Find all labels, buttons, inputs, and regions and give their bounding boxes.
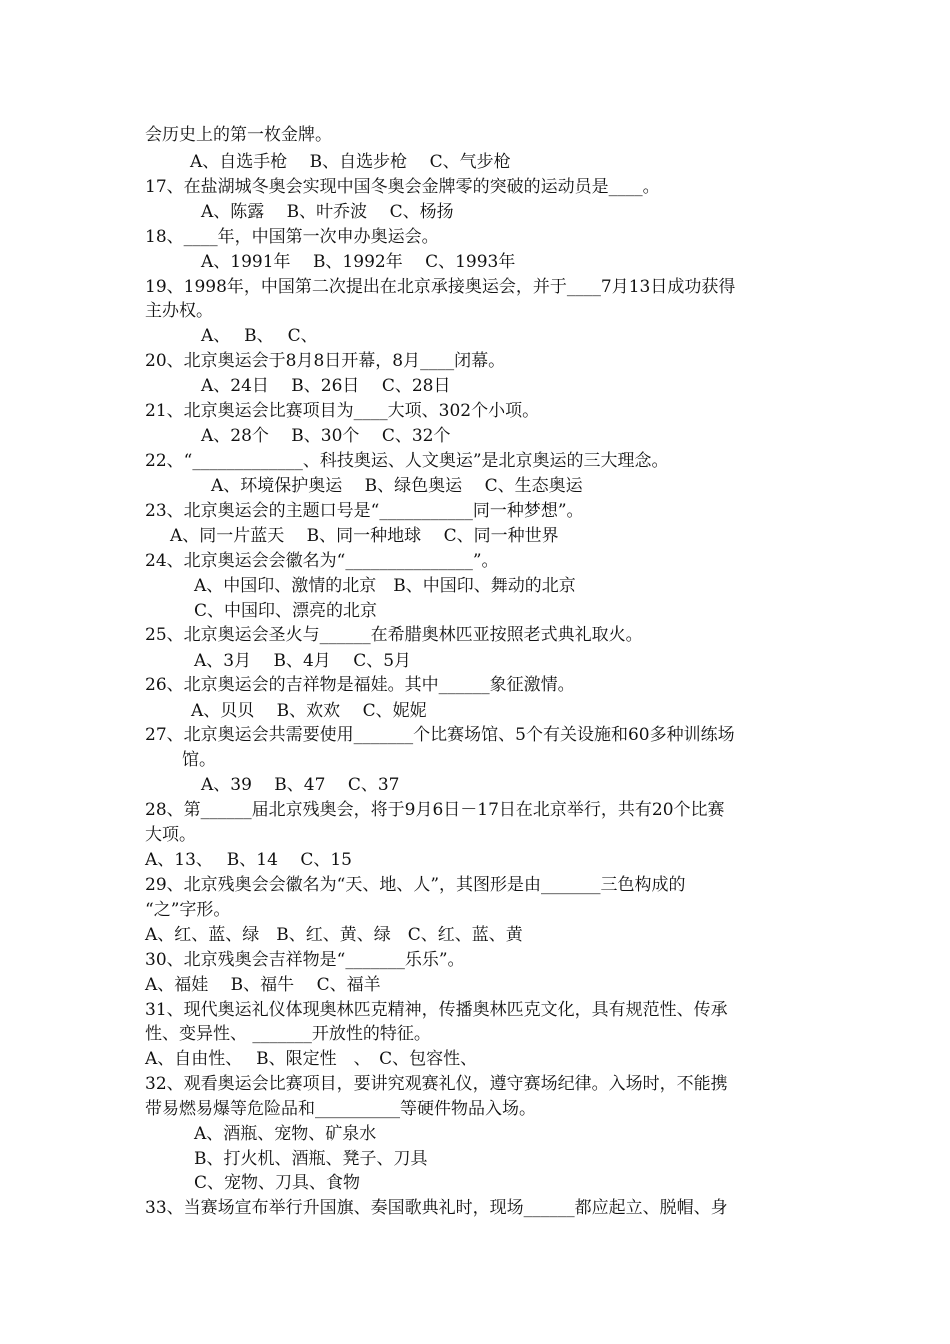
- question-18: 18、____年，中国第一次申办奥运会。: [145, 227, 439, 247]
- answer-options: A、1991年 B、1992年 C、1993年: [201, 252, 516, 272]
- question-29: 29、北京残奥会会徽名为“天、地、人”，其图形是由_______三色构成的: [145, 875, 686, 895]
- answer-options: A、24日 B、26日 C、28日: [201, 376, 451, 396]
- question-24: 24、北京奥运会会徽名为“_______________”。: [145, 551, 499, 571]
- question-22: 22、“_____________、科技奥运、人文奥运”是北京奥运的三大理念。: [145, 451, 669, 471]
- answer-options: A、3月 B、4月 C、5月: [194, 651, 412, 671]
- answer-options: C、宠物、刀具、食物: [194, 1173, 361, 1193]
- question-19: 19、1998年，中国第二次提出在北京承接奥运会，并于____7月13日成功获得: [145, 277, 736, 297]
- answer-options: A、 B、 C、: [201, 326, 318, 346]
- question-25: 25、北京奥运会圣火与______在希腊奥林匹亚按照老式典礼取火。: [145, 625, 643, 645]
- question-19-cont: 主办权。: [145, 301, 213, 321]
- answer-options: A、同一片蓝天 B、同一种地球 C、同一种世界: [170, 526, 559, 546]
- question-32: 32、观看奥运会比赛项目，要讲究观赛礼仪，遵守赛场纪律。入场时，不能携: [145, 1074, 728, 1094]
- question-29-cont: “之”字形。: [145, 900, 231, 920]
- text-line: 会历史上的第一枚金牌。: [145, 125, 332, 145]
- question-31-cont: 性、变异性、 _______开放性的特征。: [145, 1024, 431, 1044]
- question-27-cont: 馆。: [182, 750, 216, 770]
- question-26: 26、北京奥运会的吉祥物是福娃。其中______象征激情。: [145, 675, 575, 695]
- question-28-cont: 大项。: [145, 825, 196, 845]
- answer-options: A、39 B、47 C、37: [201, 775, 400, 795]
- question-32-cont: 带易燃易爆等危险品和__________等硬件物品入场。: [145, 1099, 536, 1119]
- question-21: 21、北京奥运会比赛项目为____大项、302个小项。: [145, 401, 540, 421]
- question-28: 28、第______届北京残奥会，将于9月6日－17日在北京举行，共有20个比赛: [145, 800, 725, 820]
- question-33: 33、当赛场宣布举行升国旗、奏国歌典礼时，现场______都应起立、脱帽、身: [145, 1198, 728, 1218]
- answer-options: A、自选手枪 B、自选步枪 C、气步枪: [190, 152, 511, 172]
- answer-options: A、贝贝 B、欢欢 C、妮妮: [191, 701, 427, 721]
- answer-options: A、中国印、激情的北京 B、中国印、舞动的北京: [194, 576, 576, 596]
- answer-options: A、自由性、 B、限定性 、 C、包容性、: [145, 1049, 478, 1069]
- answer-options: A、环境保护奥运 B、绿色奥运 C、生态奥运: [211, 476, 583, 496]
- answer-options: A、福娃 B、福牛 C、福羊: [145, 975, 381, 995]
- answer-options: B、打火机、酒瓶、凳子、刀具: [194, 1149, 428, 1169]
- question-17: 17、在盐湖城冬奥会实现中国冬奥会金牌零的突破的运动员是____。: [145, 177, 660, 197]
- question-31: 31、现代奥运礼仪体现奥林匹克精神，传播奥林匹克文化，具有规范性、传承: [145, 1000, 728, 1020]
- question-27: 27、北京奥运会共需要使用_______个比赛场馆、5个有关设施和60多种训练场: [145, 725, 735, 745]
- answer-options: A、酒瓶、宠物、矿泉水: [194, 1124, 377, 1144]
- question-30: 30、北京残奥会吉祥物是“_______乐乐”。: [145, 950, 465, 970]
- answer-options: A、28个 B、30个 C、32个: [201, 426, 451, 446]
- answer-options: A、陈露 B、叶乔波 C、杨扬: [201, 202, 454, 222]
- answer-options: A、13、 B、14 C、15: [145, 850, 352, 870]
- question-23: 23、北京奥运会的主题口号是“___________同一种梦想”。: [145, 501, 584, 521]
- answer-options: C、中国印、漂亮的北京: [194, 601, 378, 621]
- question-20: 20、北京奥运会于8月8日开幕，8月____闭幕。: [145, 351, 506, 371]
- answer-options: A、红、蓝、绿 B、红、黄、绿 C、红、蓝、黄: [145, 925, 523, 945]
